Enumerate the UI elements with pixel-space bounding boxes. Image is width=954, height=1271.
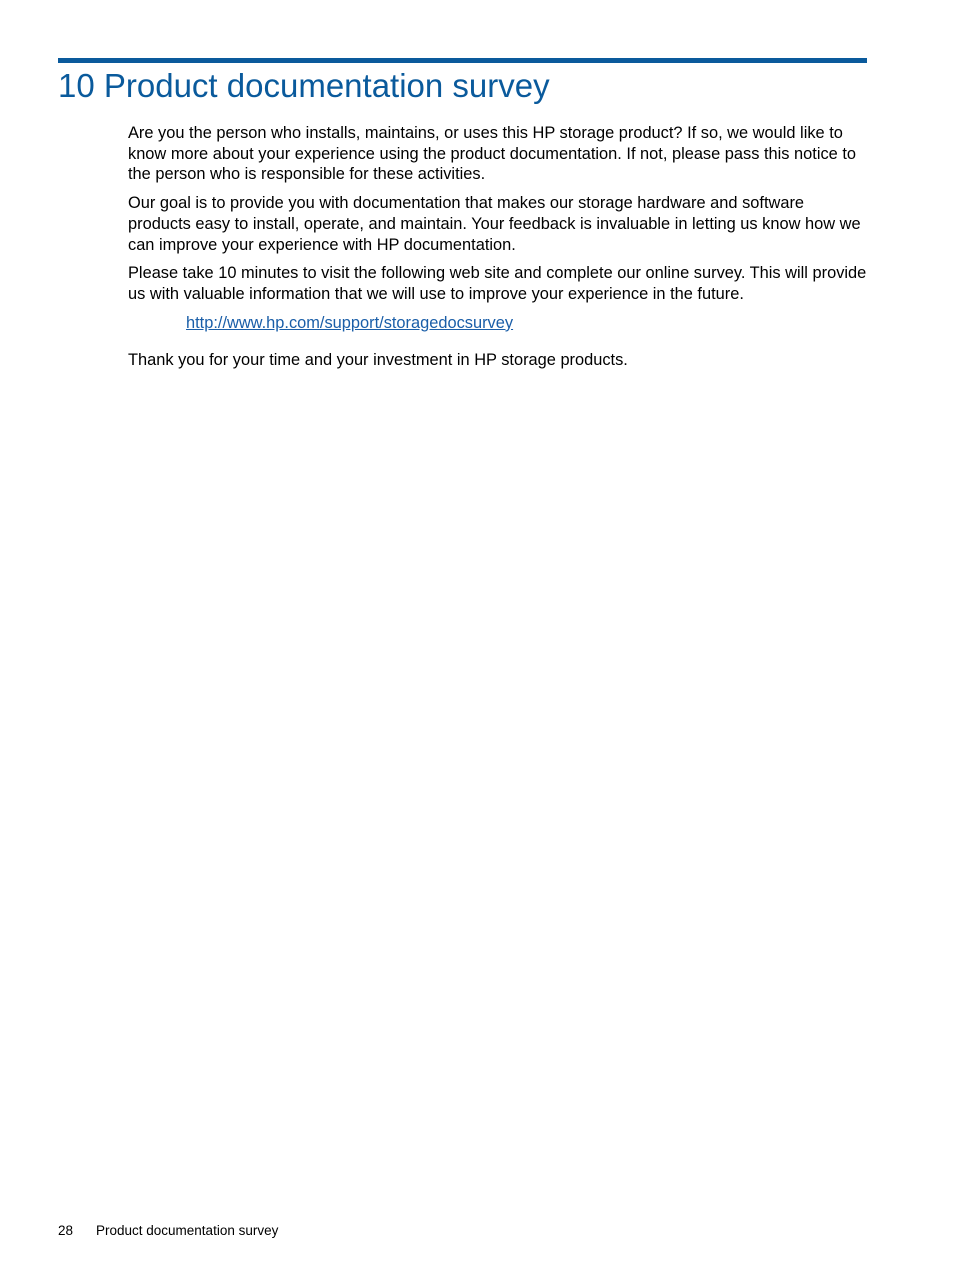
page-footer xyxy=(58,1222,278,1240)
survey-link[interactable]: http://www.hp.com/support/storagedocsurvey xyxy=(186,313,514,332)
survey-link-line xyxy=(186,313,868,334)
chapter-top-rule xyxy=(58,58,867,63)
page-number: 28 xyxy=(58,1223,74,1238)
closing-paragraph: Thank you for your time and your investment in HP storage products. xyxy=(128,351,628,370)
chapter-title: 10 Product documentation survey xyxy=(58,67,550,104)
survey-request-paragraph: Please take 10 minutes to visit the following web site and complete our online survey. This will provide us with valuable information that we will use to improve your experience in the future. xyxy=(128,264,867,303)
footer-section-title: Product documentation survey xyxy=(96,1223,279,1238)
intro-paragraph: Are you the person who installs, maintains, or uses this HP storage product? If so, we would like to know more about your experience using the product documentation. If not, please pass this notice to the person who is responsible for these activities. xyxy=(128,124,856,184)
chapter-body xyxy=(128,123,868,379)
goal-paragraph: Our goal is to provide you with documentation that makes our storage hardware and software products easy to install, operate, and maintain. Your feedback is invaluable in letting us know how we can improve your experience with HP documentation. xyxy=(128,194,861,254)
